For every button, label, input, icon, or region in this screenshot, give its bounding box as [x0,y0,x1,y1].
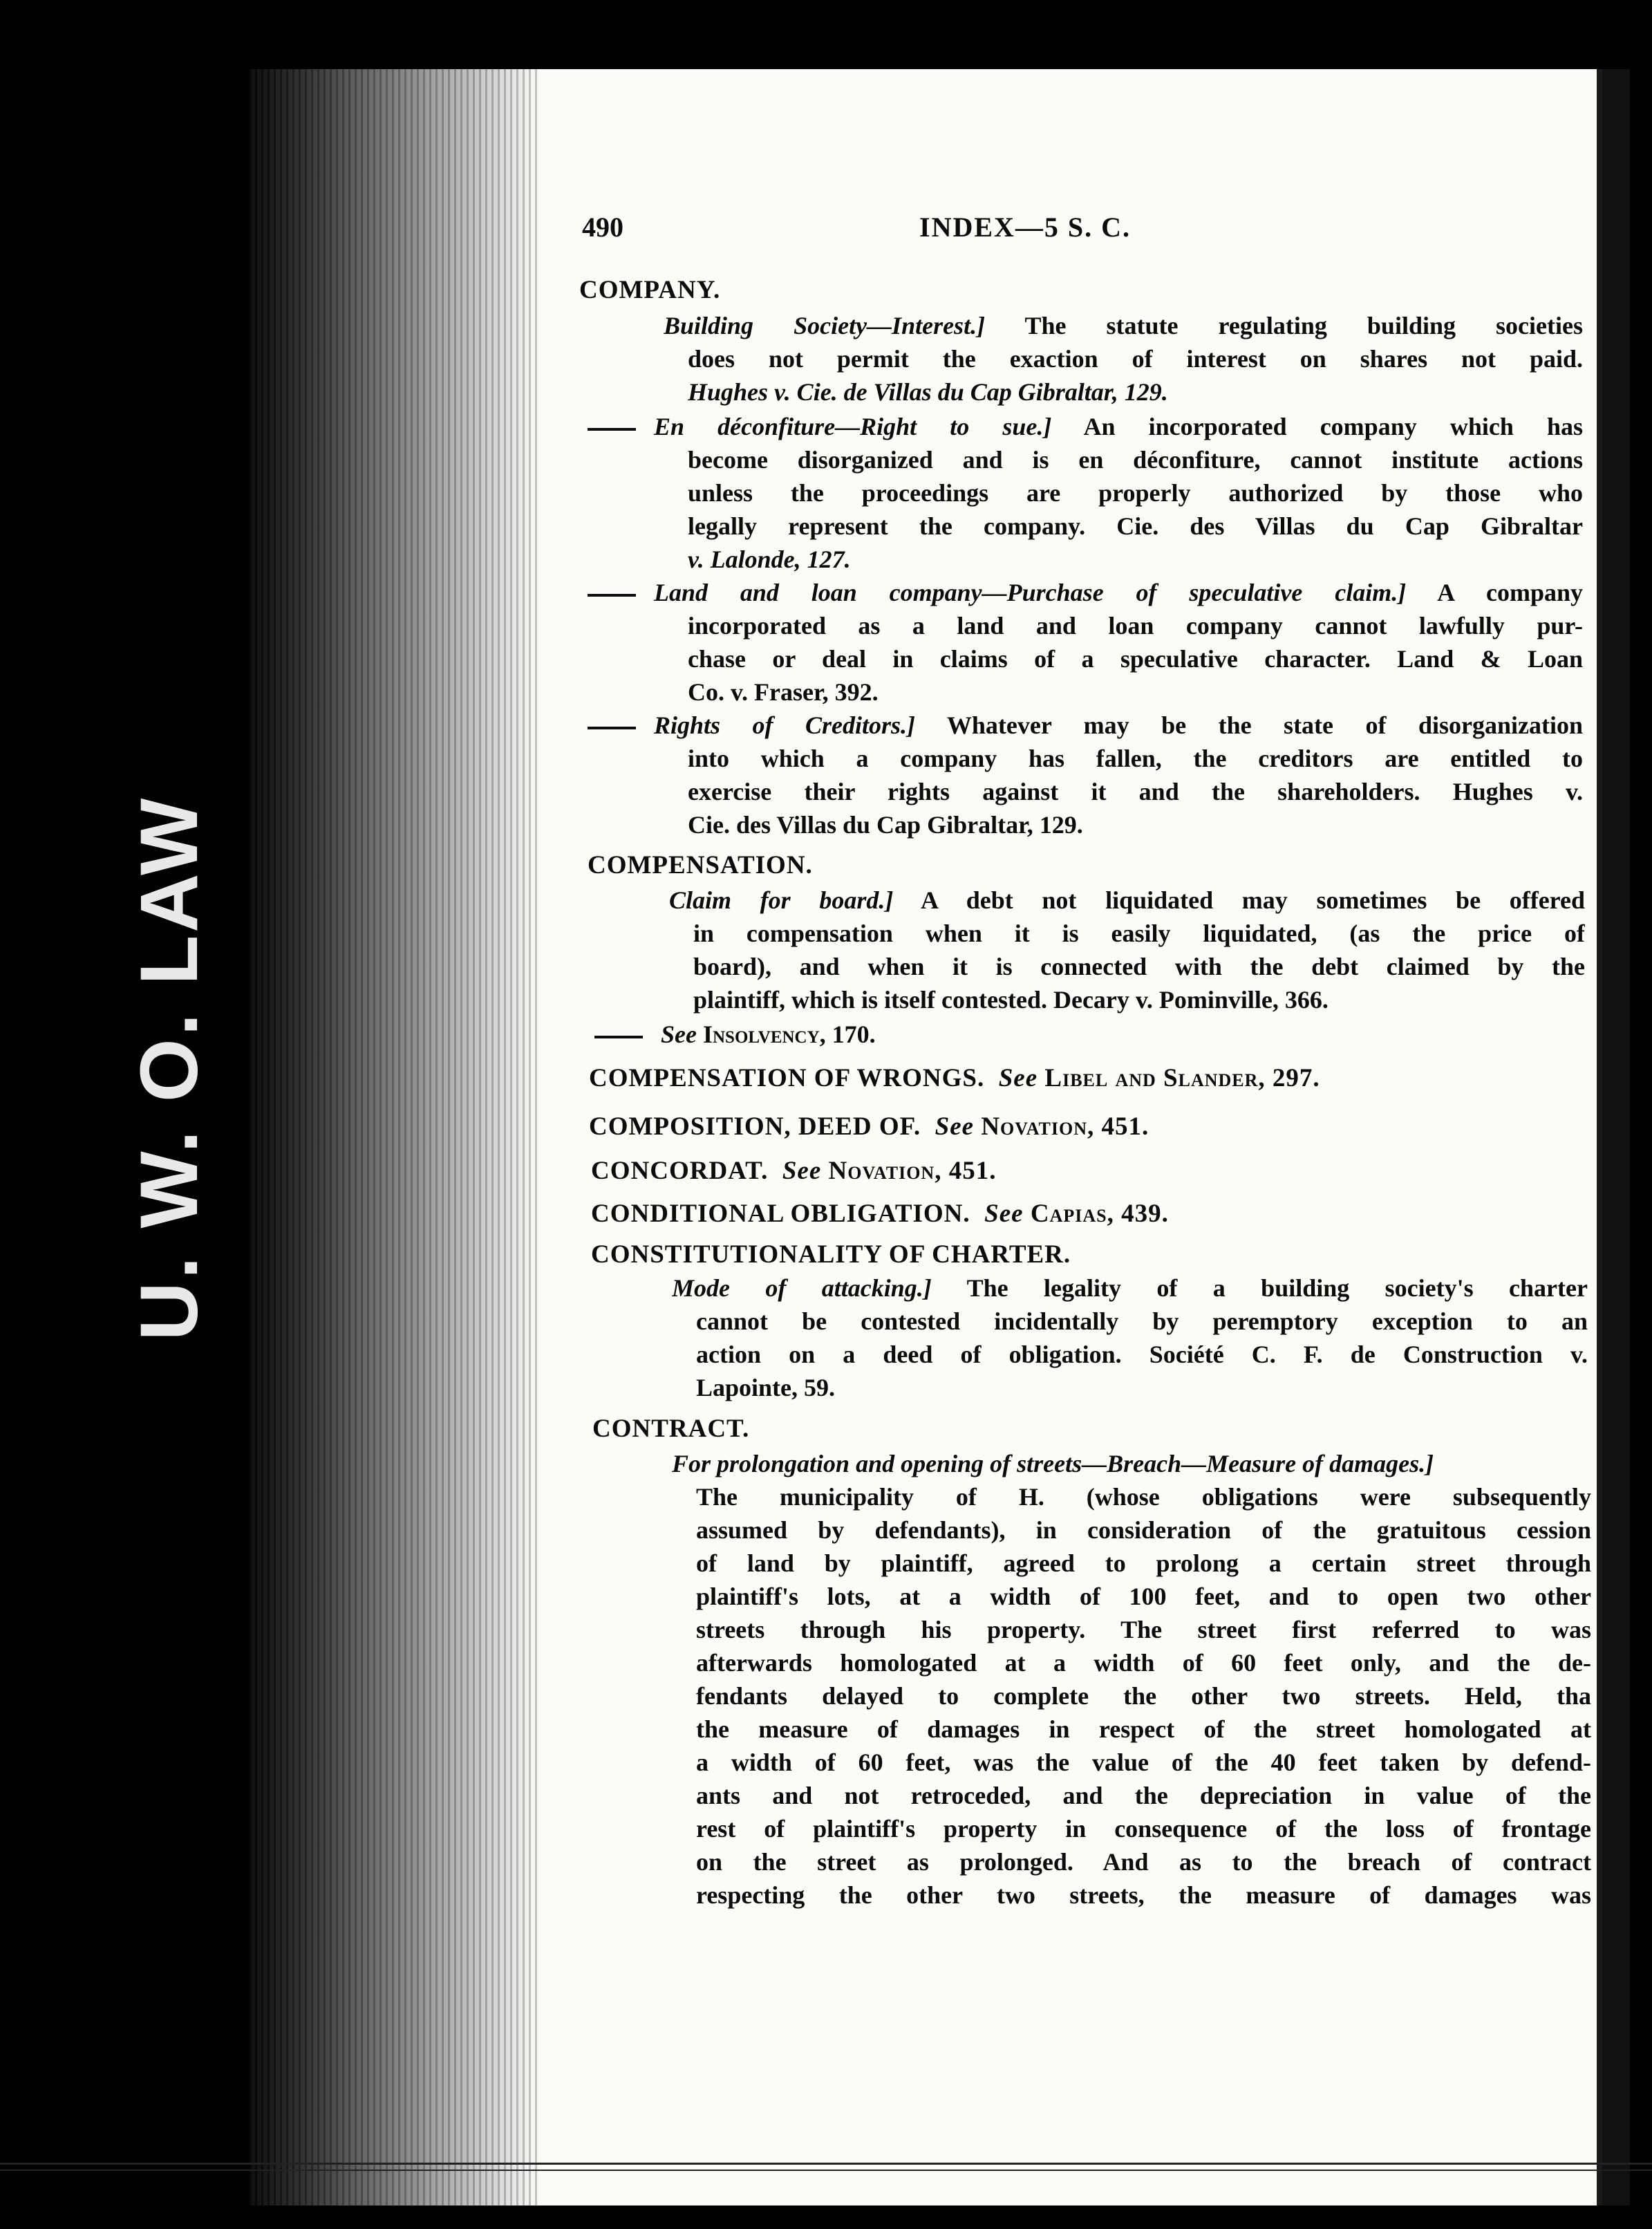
facing-page-strip [1602,69,1630,2205]
entry-heading-company: COMPANY. [579,276,721,304]
entry-conditional-obligation: CONDITIONAL OBLIGATION. See Capias, 439. [591,1200,1169,1228]
entry-dash [588,727,636,729]
page-right-edge [1597,69,1602,2205]
sub-entry-see-insolvency: See Insolvency, 170. [594,1018,876,1051]
scan-artifact-line [0,2163,1652,2165]
scan-artifact-line [0,2170,1652,2171]
entry-heading-constitutionality: CONSTITUTIONALITY OF CHARTER. [591,1240,1071,1269]
entry-dash [588,594,636,597]
page-number: 490 [582,212,623,243]
entry-compensation-of-wrongs: COMPENSATION OF WRONGS. See Libel and Slander, 297. [589,1064,1320,1092]
running-title: INDEX—5 S. C. [919,212,1132,243]
entry-composition-deed-of: COMPOSITION, DEED OF. See Novation, 451. [589,1112,1149,1141]
entry-dash [588,428,636,431]
catchphrase: Building Society—Interest.] [664,312,986,339]
sub-entry-rights-of-creditors: Rights of Creditors.] Whatever may be the state of disorganization into which a company has fallen, the creditors are entitled to exercise their rights against it and the shareholders. Hughes v. Cie. des Villas du Cap Gibraltar, 129. [588,709,1583,841]
binding-shadow [249,69,539,2205]
entry-heading-contract: CONTRACT. [592,1415,750,1443]
library-stamp-text: U. W. O. LAW [124,795,215,1341]
entry-dash [594,1036,643,1038]
sub-entry-prolongation-of-streets: For prolongation and opening of streets—Breach—Measure of damages.] The municipality of H. (whose obligations were subsequently assumed by defendants), in consideration of the gratuitous cession of land by plaintiff, agreed to prolong a certain street through plaintiff's lots, at a width of 100 feet, and to open two other streets through his property. The street first referred to was afterwards homologated at a width of 60 feet only, and the de- fendants delayed to complete the other two streets. Held, tha the measure of damages in respect of the street homologated at a width of 60 feet, was the value of the 40 feet taken by defend- ants and not retroceded, and the depreciation in value of the rest of plaintiff's property in consequence of the loss of frontage on the street as prolonged. And as to the breach of contract respecting the other two streets, the measure of damages was [672,1450,1591,1909]
entry-concordat: CONCORDAT. See Novation, 451. [591,1157,997,1185]
sub-entry-land-and-loan: Land and loan company—Purchase of speculative claim.] A company incorporated as a land and loan company cannot lawfully pur- chase or deal in claims of a speculative character. Land & Loan Co. v. Fraser, 392. [588,576,1583,709]
sub-entry-en-deconfiture: En déconfiture—Right to sue.] An incorporated company which has become disorganized and is en déconfiture, cannot institute actions unless the proceedings are properly authorized by those who legally represent the company. Cie. des Villas du Cap Gibraltar v. Lalonde, 127. [588,410,1583,576]
sub-entry-building-society: Building Society—Interest.] The statute regulating building societies does not permit the exaction of interest on shares not paid. Hughes v. Cie. de Villas du Cap Gibraltar, 129. [664,312,1583,406]
library-stamp [121,795,218,1341]
sub-entry-claim-for-board: Claim for board.] A debt not liquidated may sometimes be offered in compensation when it is easily liquidated, (as the price of board), and when it is connected with the debt claimed by the plaintiff, which is itself contested. Decary v. Pominville, 366. [669,886,1585,1014]
entry-heading-compensation: COMPENSATION. [588,851,813,879]
sub-entry-mode-of-attacking: Mode of attacking.] The legality of a building society's charter cannot be contested incidentally by peremptory exception to an action on a deed of obligation. Société C. F. de Construction v. Lapointe, 59. [672,1274,1588,1401]
